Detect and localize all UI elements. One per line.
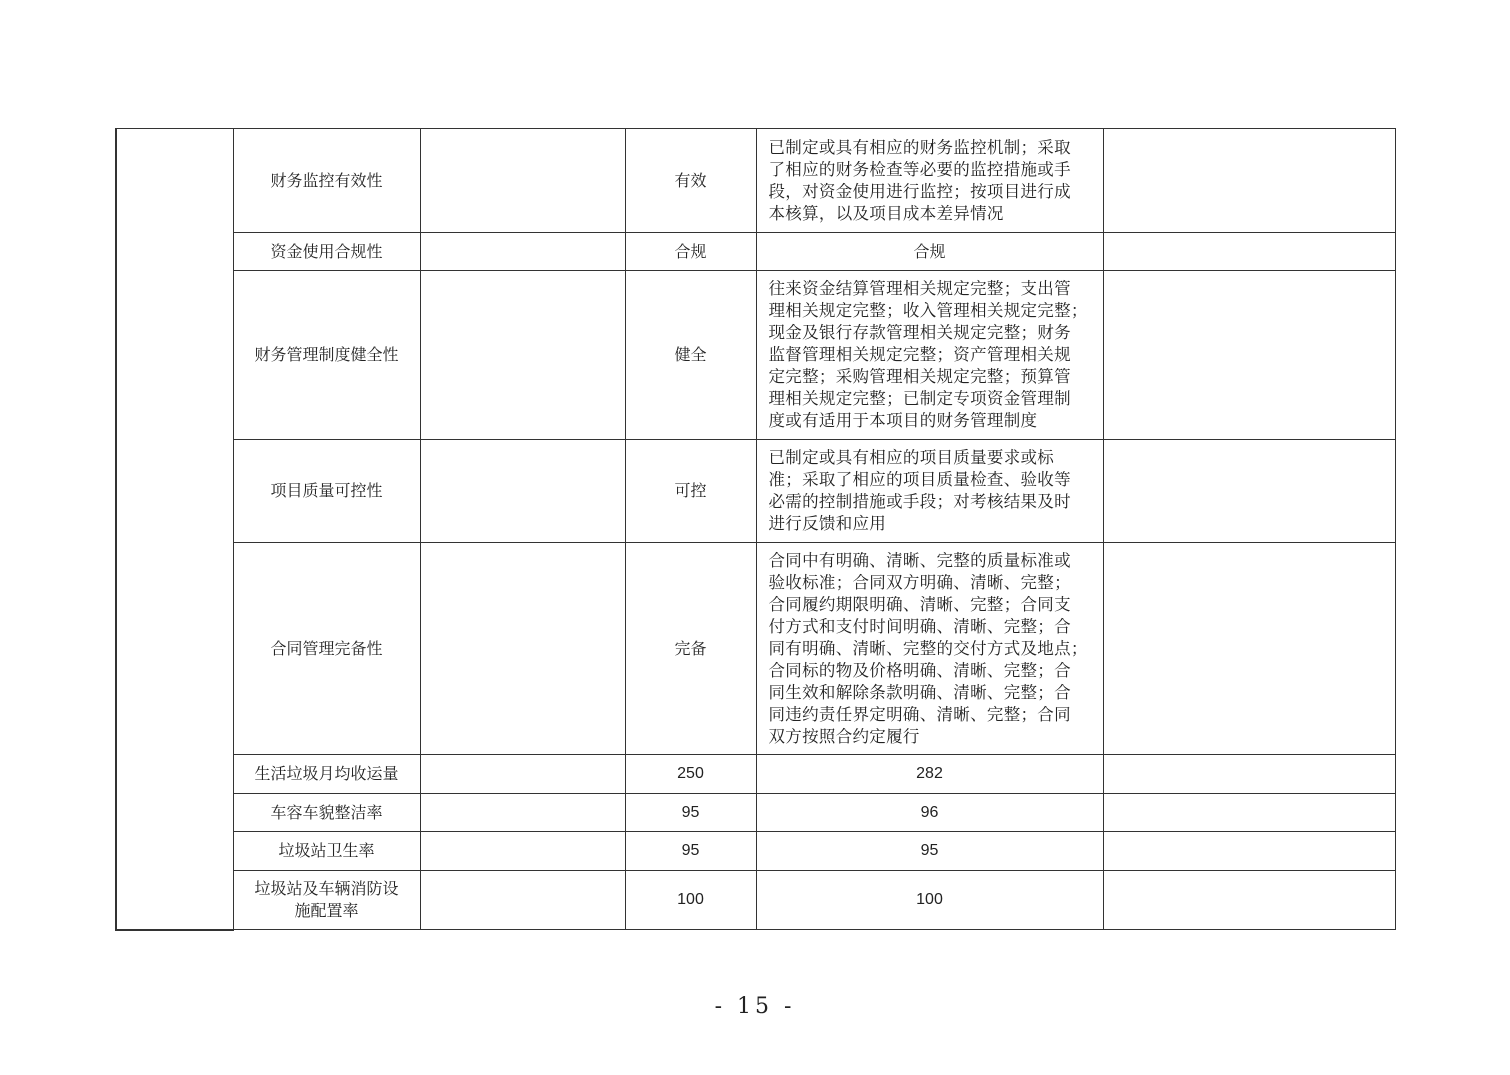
remark-cell [1103,129,1395,233]
table-row [116,832,1395,871]
remark-cell [1103,233,1395,271]
target-cell: 95 [625,794,756,832]
weight-cell [420,233,625,271]
remark-cell [1103,794,1395,832]
indicator-cell: 生活垃圾月均收运量 [233,755,420,794]
table-row [116,271,1395,440]
target-cell: 合规 [625,233,756,271]
table-row [116,871,1395,930]
table-row [116,440,1395,543]
remark-cell [1103,832,1395,871]
actual-cell: 95 [756,832,1103,871]
remark-cell [1103,755,1395,794]
remark-cell [1103,271,1395,440]
weight-cell [420,871,625,930]
actual-cell: 已制定或具有相应的项目质量要求或标 准；采取了相应的项目质量检查、验收等 必需的控制措施或手段；对考核结果及时 进行反馈和应用 [756,440,1103,543]
indicator-cell: 垃圾站卫生率 [233,832,420,871]
target-cell: 100 [625,871,756,930]
actual-cell: 96 [756,794,1103,832]
weight-cell [420,271,625,440]
table-row [116,543,1395,755]
category-cell [116,129,233,930]
indicator-cell: 财务管理制度健全性 [233,271,420,440]
actual-cell: 100 [756,871,1103,930]
actual-cell: 合规 [756,233,1103,271]
actual-cell: 282 [756,755,1103,794]
performance-indicator-table [115,128,1396,931]
indicator-cell: 垃圾站及车辆消防设 施配置率 [233,871,420,930]
indicator-cell: 资金使用合规性 [233,233,420,271]
target-cell: 250 [625,755,756,794]
weight-cell [420,129,625,233]
weight-cell [420,794,625,832]
target-cell: 完备 [625,543,756,755]
table-row [116,129,1395,233]
indicator-cell: 项目质量可控性 [233,440,420,543]
target-cell: 有效 [625,129,756,233]
target-cell: 健全 [625,271,756,440]
weight-cell [420,832,625,871]
weight-cell [420,543,625,755]
actual-cell: 合同中有明确、清晰、完整的质量标准或 验收标准；合同双方明确、清晰、完整； 合同履约期限明确、清晰、完整；合同支 付方式和支付时间明确、清晰、完整；合 同有明确、清晰、完整的交付方式及地点； 合同标的物及价格明确、清晰、完整；合 同生效和解除条款明确、清晰、完整；合 同违约责任界定明确、清晰、完整；合同 双方按照合约定履行 [756,543,1103,755]
weight-cell [420,440,625,543]
target-cell: 95 [625,832,756,871]
actual-cell: 已制定或具有相应的财务监控机制；采取 了相应的财务检查等必要的监控措施或手 段，对资金使用进行监控；按项目进行成 本核算，以及项目成本差异情况 [756,129,1103,233]
indicator-cell: 车容车貌整洁率 [233,794,420,832]
remark-cell [1103,543,1395,755]
table-row [116,755,1395,794]
weight-cell [420,755,625,794]
indicator-cell: 合同管理完备性 [233,543,420,755]
table-row [116,794,1395,832]
actual-cell: 往来资金结算管理相关规定完整；支出管 理相关规定完整；收入管理相关规定完整； 现金及银行存款管理相关规定完整；财务 监督管理相关规定完整；资产管理相关规 定完整；采购管理相关规定完整；预算管 理相关规定完整；已制定专项资金管理制 度或有适用于本项目的财务管理制度 [756,271,1103,440]
target-cell: 可控 [625,440,756,543]
indicator-cell: 财务监控有效性 [233,129,420,233]
remark-cell [1103,440,1395,543]
page-number: - 15 - [714,994,796,1019]
table-row [116,233,1395,271]
remark-cell [1103,871,1395,930]
